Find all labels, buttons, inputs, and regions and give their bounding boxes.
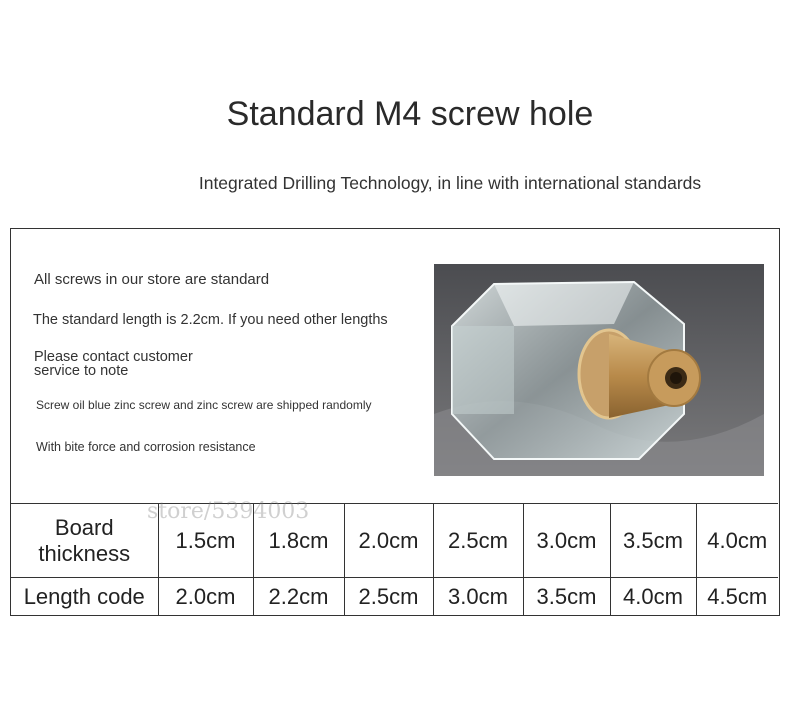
table-cell: 3.0cm	[433, 578, 523, 615]
note-standard-length: The standard length is 2.2cm. If you need other lengths	[33, 312, 388, 328]
table-cell: 2.5cm	[344, 578, 433, 615]
page-subtitle: Integrated Drilling Technology, in line with international standards	[198, 173, 702, 193]
store-watermark: store/5394003	[147, 499, 310, 524]
table-cell: 3.0cm	[523, 504, 610, 578]
table-cell: 2.2cm	[253, 578, 344, 615]
table-cell: 2.0cm	[344, 504, 433, 578]
table-cell: 4.5cm	[696, 578, 778, 615]
table-row-length-code	[11, 578, 778, 615]
page-title: Standard M4 screw hole	[226, 95, 594, 133]
size-table	[11, 503, 778, 615]
table-row-board-thickness	[11, 504, 778, 578]
note-shipping-random: Screw oil blue zinc screw and zinc screw are shipped randomly	[36, 398, 372, 412]
table-cell: 3.5cm	[610, 504, 696, 578]
note-contact-service: Please contact customer service to note	[34, 349, 193, 379]
product-photo	[434, 264, 764, 476]
note-bite-force: With bite force and corrosion resistance	[36, 440, 256, 454]
table-cell: 4.0cm	[610, 578, 696, 615]
crystal-knob-image	[434, 264, 764, 476]
table-cell: 2.0cm	[158, 578, 253, 615]
table-cell: 1.5cm	[158, 504, 253, 578]
note-standard-screws: All screws in our store are standard	[34, 271, 270, 288]
row-label-board-thickness: Board thickness	[11, 504, 158, 578]
row-label-length-code: Length code	[11, 578, 158, 615]
table-cell: 3.5cm	[523, 578, 610, 615]
spec-panel	[10, 228, 780, 616]
table-cell: 4.0cm	[696, 504, 778, 578]
table-cell: 1.8cm	[253, 504, 344, 578]
table-cell: 2.5cm	[433, 504, 523, 578]
